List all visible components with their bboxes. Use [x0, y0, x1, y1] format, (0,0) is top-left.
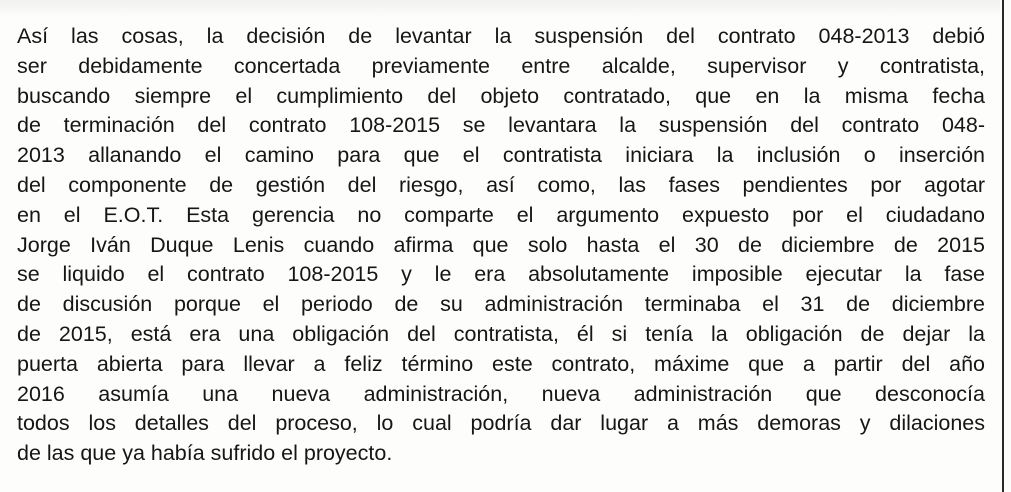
paragraph-line-12: puerta abierta para llevar a feliz término este contrato, máxime que a partir del año [17, 351, 985, 376]
paragraph-line-13: 2016 asumía una nueva administración, nueva administración que desconocía [17, 381, 985, 406]
body-paragraph [17, 22, 985, 469]
paragraph-line-10: de discusión porque el periodo de su administración terminaba el 31 de diciembre [17, 292, 985, 317]
paragraph-line-5: 2013 allanando el camino para que el contratista iniciara la inclusión o inserción [17, 143, 985, 168]
paragraph-line-14: todos los detalles del proceso, lo cual podría dar lugar a más demoras y dilaciones [17, 411, 985, 436]
paragraph-line-2: ser debidamente concertada previamente entre alcalde, supervisor y contratista, [17, 53, 985, 78]
paragraph-line-3: buscando siempre el cumplimiento del objeto contratado, que en la misma fecha [17, 83, 985, 108]
paragraph-line-8: Jorge Iván Duque Lenis cuando afirma que solo hasta el 30 de diciembre de 2015 [17, 232, 985, 257]
paragraph-line-9: se liquido el contrato 108-2015 y le era absolutamente imposible ejecutar la fase [17, 262, 985, 287]
paragraph-line-6: del componente de gestión del riesgo, así como, las fases pendientes por agotar [17, 172, 985, 197]
paragraph-line-4: de terminación del contrato 108-2015 se levantara la suspensión del contrato 048- [17, 113, 985, 138]
paragraph-line-1: Así las cosas, la decisión de levantar la suspensión del contrato 048-2013 debió [17, 24, 985, 48]
paragraph-line-15: de las que ya había sufrido el proyecto. [17, 441, 393, 466]
page-border-right [1002, 0, 1004, 492]
paragraph-line-7: en el E.O.T. Esta gerencia no comparte el argumento expuesto por el ciudadano [17, 202, 985, 227]
paragraph-line-11: de 2015, está era una obligación del contratista, él si tenía la obligación de dejar la [17, 321, 985, 346]
previous-text-bleed [0, 0, 1000, 18]
